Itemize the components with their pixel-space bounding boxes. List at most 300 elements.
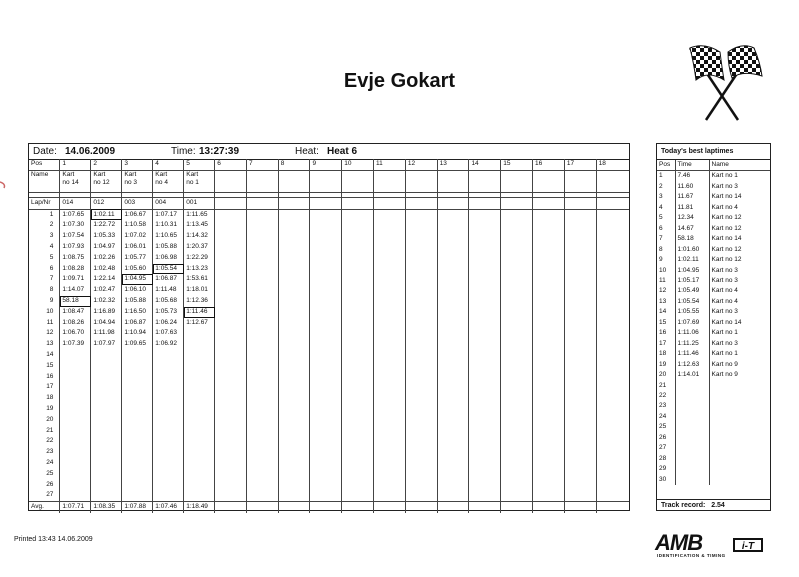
lap-time-cell [153, 393, 184, 404]
lap-time-cell [405, 307, 437, 318]
lap-time-cell [501, 436, 533, 447]
lap-number: 17 [46, 383, 54, 391]
lap-time-cell [215, 242, 247, 253]
lap-time-cell [437, 361, 469, 372]
lap-time-cell [564, 339, 596, 350]
lap-time-cell [342, 285, 374, 296]
lap-time-cell: 1:10.58 [122, 220, 153, 231]
best-kart-name [709, 391, 770, 401]
lap-time-cell [278, 404, 310, 415]
lap-time-cell [533, 285, 565, 296]
best-column-header: Name [709, 160, 770, 171]
best-pos: 13 [659, 297, 667, 305]
lap-time-cell [533, 328, 565, 339]
lap-time-cell [501, 404, 533, 415]
lap-time-cell [60, 350, 91, 361]
best-laptime-row [657, 318, 770, 328]
lap-time-cell [533, 372, 565, 383]
lap-time-cell [122, 436, 153, 447]
checkered-flags-icon [676, 40, 768, 122]
lap-time-cell [215, 307, 247, 318]
lap-time-cell [342, 490, 374, 501]
lap-time-cell [278, 415, 310, 426]
lap-time-cell [374, 285, 406, 296]
lap-time-cell [278, 382, 310, 393]
lap-time-cell [533, 469, 565, 480]
lap-time-cell [215, 447, 247, 458]
lap-time-cell [215, 220, 247, 231]
lap-time-cell [310, 436, 342, 447]
best-kart-name [709, 464, 770, 474]
lap-time-cell [184, 393, 215, 404]
lap-time-cell [437, 415, 469, 426]
best-pos: 11 [659, 276, 666, 284]
lap-time-cell [91, 469, 122, 480]
best-kart-name: Kart no 1 [709, 328, 770, 338]
lap-time-cell [122, 426, 153, 437]
lap-time-cell [342, 469, 374, 480]
lap-time-cell [437, 285, 469, 296]
lap-time-cell [278, 447, 310, 458]
position-cell: 8 [278, 159, 310, 170]
lap-time-cell [91, 415, 122, 426]
lap-time-cell [310, 350, 342, 361]
best-time: 1:12.63 [675, 360, 709, 370]
lap-time-cell: 1:11.48 [153, 285, 184, 296]
time-label: Time: [171, 146, 196, 157]
position-cell: 4 [153, 159, 184, 170]
lap-time-cell [374, 339, 406, 350]
lap-time-cell [278, 296, 310, 307]
lap-time-cell [374, 350, 406, 361]
lap-number: 19 [46, 404, 54, 412]
lap-time-cell [564, 426, 596, 437]
lap-time-cell [215, 296, 247, 307]
lap-row [29, 264, 629, 275]
lap-time-cell [215, 350, 247, 361]
lap-time-cell [374, 404, 406, 415]
lap-time-cell [469, 490, 501, 501]
lap-time-cell [596, 426, 629, 437]
lap-time-cell [596, 231, 629, 242]
kart-number-cell [342, 197, 374, 209]
name-header: Name [29, 170, 60, 192]
lap-time-cell [310, 242, 342, 253]
best-pos: 30 [659, 475, 667, 483]
lap-time-cell [215, 361, 247, 372]
average-cell: 1:07.88 [122, 502, 153, 513]
lap-number: 23 [46, 448, 54, 456]
date-value: 14.06.2009 [65, 146, 116, 157]
kart-name-line: no 12 [93, 178, 110, 186]
lap-time-cell [215, 458, 247, 469]
lap-time-cell [469, 382, 501, 393]
best-kart-name [709, 412, 770, 422]
lap-time-cell [564, 242, 596, 253]
lap-row [29, 404, 629, 415]
lap-time-cell [564, 382, 596, 393]
lap-time-cell [246, 490, 278, 501]
lap-time-cell [596, 242, 629, 253]
best-kart-name [709, 422, 770, 432]
lap-time-cell [469, 480, 501, 491]
lap-time-cell [596, 372, 629, 383]
lap-time-cell [278, 436, 310, 447]
lap-time-cell [533, 436, 565, 447]
kart-number-cell [310, 197, 342, 209]
lap-time-cell [153, 404, 184, 415]
lap-number: 27 [46, 491, 54, 499]
lap-time-cell [405, 469, 437, 480]
lap-time-cell [246, 469, 278, 480]
lap-time-cell [184, 469, 215, 480]
lap-row [29, 339, 629, 350]
lap-row [29, 209, 629, 220]
lap-time-cell [215, 318, 247, 329]
lap-time-cell [469, 393, 501, 404]
lap-time-cell [184, 328, 215, 339]
best-pos: 24 [659, 412, 667, 420]
lap-time-cell [215, 382, 247, 393]
lap-time-cell [310, 264, 342, 275]
best-laptime-row [657, 203, 770, 213]
best-laptime-row [657, 224, 770, 234]
best-column-header: Time [675, 160, 709, 171]
lap-time-cell [278, 372, 310, 383]
lap-time-cell: 1:12.67 [184, 318, 215, 329]
lap-number: 12 [46, 329, 54, 337]
lap-time-cell [215, 328, 247, 339]
lap-time-cell [374, 393, 406, 404]
lap-time-cell: 1:05.60 [122, 264, 153, 275]
kart-number-cell [533, 197, 565, 209]
lap-time-cell [405, 447, 437, 458]
lap-time-cell [91, 480, 122, 491]
lap-time-cell: 1:13.45 [184, 220, 215, 231]
lap-time-cell [310, 274, 342, 285]
lap-time-cell: 1:05.77 [122, 253, 153, 264]
lap-time-cell [374, 458, 406, 469]
lap-time-cell [60, 415, 91, 426]
lap-time-cell [374, 231, 406, 242]
best-time [675, 475, 709, 485]
kart-number-cell [437, 197, 469, 209]
lap-number: 20 [46, 415, 54, 423]
pos-row [29, 159, 629, 170]
lap-time-cell [246, 274, 278, 285]
heat-label: Heat: [295, 146, 319, 157]
best-kart-name: Kart no 4 [709, 203, 770, 213]
lap-time-cell [122, 469, 153, 480]
lap-number: 24 [46, 458, 54, 466]
average-cell [533, 502, 565, 513]
lap-time-cell [437, 220, 469, 231]
lap-time-cell [153, 436, 184, 447]
lap-time-cell [564, 307, 596, 318]
lap-time-cell [215, 253, 247, 264]
average-label: Avg. [29, 502, 60, 513]
best-time [675, 381, 709, 391]
lap-time-cell [405, 415, 437, 426]
best-kart-name: Kart no 12 [709, 224, 770, 234]
best-time: 1:07.69 [675, 318, 709, 328]
lap-time-cell [184, 447, 215, 458]
lap-time-cell [596, 307, 629, 318]
best-laptime-row [657, 464, 770, 474]
lap-time-cell [564, 480, 596, 491]
lap-time-cell [246, 296, 278, 307]
lap-time-cell [310, 231, 342, 242]
average-cell: 1:18.49 [184, 502, 215, 513]
best-pos: 4 [659, 203, 663, 211]
lap-time-cell [437, 393, 469, 404]
lap-time-cell [533, 220, 565, 231]
lap-time-cell [278, 220, 310, 231]
lap-time-cell [60, 382, 91, 393]
lap-time-cell [437, 264, 469, 275]
lap-time-cell [405, 274, 437, 285]
lap-time-cell [310, 382, 342, 393]
lap-time-cell [469, 372, 501, 383]
lap-time-cell [246, 231, 278, 242]
lap-time-cell: 1:02.11 [91, 209, 122, 220]
lap-time-cell: 1:06.87 [153, 274, 184, 285]
lap-time-cell: 1:06.87 [122, 318, 153, 329]
best-kart-name: Kart no 4 [709, 286, 770, 296]
kart-number-cell: 001 [184, 197, 215, 209]
date-label: Date: [33, 146, 57, 157]
lap-number: 15 [46, 361, 54, 369]
lap-time-cell [405, 490, 437, 501]
heat-results-sheet [28, 143, 630, 511]
lap-time-cell [122, 350, 153, 361]
lap-time-cell [501, 274, 533, 285]
lap-time-cell [310, 328, 342, 339]
lap-time-cell [374, 318, 406, 329]
best-time: 1:02.11 [675, 255, 709, 265]
best-pos: 18 [659, 350, 667, 358]
best-kart-name: Kart no 9 [709, 360, 770, 370]
position-cell: 11 [374, 159, 406, 170]
lap-time-cell [278, 458, 310, 469]
lap-time-cell [246, 393, 278, 404]
best-laptime-row [657, 454, 770, 464]
lap-number: 7 [49, 275, 54, 283]
lap-time-cell [91, 361, 122, 372]
lap-time-cell: 1:05.88 [153, 242, 184, 253]
lap-time-cell [533, 350, 565, 361]
lap-time-cell [469, 447, 501, 458]
lap-row [29, 328, 629, 339]
lap-time-cell: 1:04.95 [122, 274, 153, 285]
lap-time-cell [342, 209, 374, 220]
best-pos: 1 [659, 172, 663, 180]
lap-time-cell [374, 264, 406, 275]
best-pos: 20 [659, 371, 667, 379]
kart-name-cell [405, 170, 437, 192]
lap-time-cell [437, 307, 469, 318]
lap-time-cell [310, 296, 342, 307]
lap-time-cell: 1:06.24 [153, 318, 184, 329]
lap-time-cell [596, 285, 629, 296]
best-laptime-row [657, 276, 770, 286]
lap-time-cell [91, 426, 122, 437]
lap-time-cell: 1:22.14 [91, 274, 122, 285]
lap-time-cell: 1:22.72 [91, 220, 122, 231]
lap-time-cell [278, 285, 310, 296]
lap-time-cell [469, 469, 501, 480]
best-pos: 19 [659, 360, 667, 368]
lap-time-cell [564, 296, 596, 307]
lap-time-cell [596, 253, 629, 264]
average-cell [246, 502, 278, 513]
lap-time-cell [215, 480, 247, 491]
lap-time-cell [278, 361, 310, 372]
lap-time-cell: 1:09.71 [60, 274, 91, 285]
lap-time-cell: 1:02.48 [91, 264, 122, 275]
lap-time-cell [405, 458, 437, 469]
best-time: 1:11.46 [675, 349, 709, 359]
lap-time-cell [153, 415, 184, 426]
lap-time-cell [60, 393, 91, 404]
lap-time-cell [533, 447, 565, 458]
lap-time-cell [374, 296, 406, 307]
lap-time-cell [91, 436, 122, 447]
lap-time-cell: 1:18.01 [184, 285, 215, 296]
lap-time-cell [564, 264, 596, 275]
best-kart-name [709, 381, 770, 391]
lap-time-cell: 1:53.61 [184, 274, 215, 285]
lap-time-cell [246, 318, 278, 329]
lap-row [29, 285, 629, 296]
best-laptimes-title: Today's best laptimes [657, 144, 770, 160]
lap-time-cell [60, 426, 91, 437]
lap-time-cell [310, 447, 342, 458]
lap-time-cell [91, 393, 122, 404]
lap-row [29, 415, 629, 426]
lap-time-cell [405, 231, 437, 242]
lap-time-cell: 1:05.73 [153, 307, 184, 318]
best-kart-name: Kart no 3 [709, 276, 770, 286]
best-pos: 22 [659, 391, 667, 399]
lap-time-cell [405, 436, 437, 447]
best-pos: 12 [659, 287, 667, 295]
lap-time-cell [405, 382, 437, 393]
lap-time-cell [469, 285, 501, 296]
best-laptime-row [657, 401, 770, 411]
lap-time-cell [310, 426, 342, 437]
lap-time-cell [501, 490, 533, 501]
lap-time-cell [564, 274, 596, 285]
lap-row [29, 426, 629, 437]
best-laptime-row [657, 328, 770, 338]
best-pos: 23 [659, 402, 667, 410]
lap-time-cell [374, 209, 406, 220]
lap-time-cell [533, 242, 565, 253]
lap-time-cell [501, 307, 533, 318]
lap-time-cell: 1:02.47 [91, 285, 122, 296]
lap-time-cell [564, 220, 596, 231]
lap-time-cell [564, 372, 596, 383]
best-pos: 15 [659, 318, 667, 326]
best-time: 11.60 [675, 182, 709, 192]
position-cell: 2 [91, 159, 122, 170]
lap-time-cell [405, 426, 437, 437]
lap-number: 6 [49, 264, 54, 272]
lap-time-cell [405, 480, 437, 491]
lap-time-cell [342, 231, 374, 242]
lap-time-cell [184, 361, 215, 372]
best-header-row [657, 160, 770, 171]
lap-time-cell [596, 361, 629, 372]
lap-time-cell [374, 274, 406, 285]
lap-time-cell [60, 490, 91, 501]
lap-time-cell [310, 415, 342, 426]
lap-time-cell [342, 393, 374, 404]
lap-time-cell [122, 447, 153, 458]
lap-time-cell [533, 490, 565, 501]
kart-name-cell [564, 170, 596, 192]
lap-time-cell: 1:11.46 [184, 307, 215, 318]
position-cell: 3 [122, 159, 153, 170]
lap-time-cell [533, 339, 565, 350]
lap-time-cell [533, 209, 565, 220]
lap-time-cell [501, 242, 533, 253]
lap-time-cell [533, 458, 565, 469]
lap-row [29, 307, 629, 318]
lap-time-cell: 1:06.67 [122, 209, 153, 220]
position-cell: 17 [564, 159, 596, 170]
lap-time-cell: 1:05.68 [153, 296, 184, 307]
lap-time-cell [374, 242, 406, 253]
lap-time-cell [533, 361, 565, 372]
lap-time-cell: 1:11.65 [184, 209, 215, 220]
lap-row [29, 393, 629, 404]
lap-time-cell [405, 296, 437, 307]
lap-time-cell [310, 393, 342, 404]
lap-time-cell [122, 480, 153, 491]
kart-name-line: Kart [124, 170, 137, 178]
lap-time-cell: 1:07.54 [60, 231, 91, 242]
pos-header: Pos [29, 159, 60, 170]
kart-name-cell [215, 170, 247, 192]
lap-time-cell [437, 372, 469, 383]
lap-time-cell [533, 307, 565, 318]
lap-time-cell [564, 285, 596, 296]
best-laptime-row [657, 266, 770, 276]
lap-time-cell [469, 404, 501, 415]
lap-time-cell [374, 436, 406, 447]
best-pos: 28 [659, 454, 667, 462]
lap-time-cell [501, 220, 533, 231]
lap-time-cell [437, 296, 469, 307]
lap-time-cell [122, 382, 153, 393]
best-kart-name [709, 475, 770, 485]
lap-time-cell [374, 372, 406, 383]
kart-name-line: no 1 [186, 178, 199, 186]
kart-name-cell [122, 170, 153, 192]
lap-time-cell [437, 339, 469, 350]
best-time [675, 464, 709, 474]
lap-time-cell [215, 274, 247, 285]
lap-time-cell [122, 458, 153, 469]
lap-time-cell: 1:08.28 [60, 264, 91, 275]
best-pos: 3 [659, 193, 663, 201]
lap-time-cell [342, 253, 374, 264]
best-time [675, 412, 709, 422]
lap-time-cell [469, 426, 501, 437]
lap-time-cell [374, 220, 406, 231]
